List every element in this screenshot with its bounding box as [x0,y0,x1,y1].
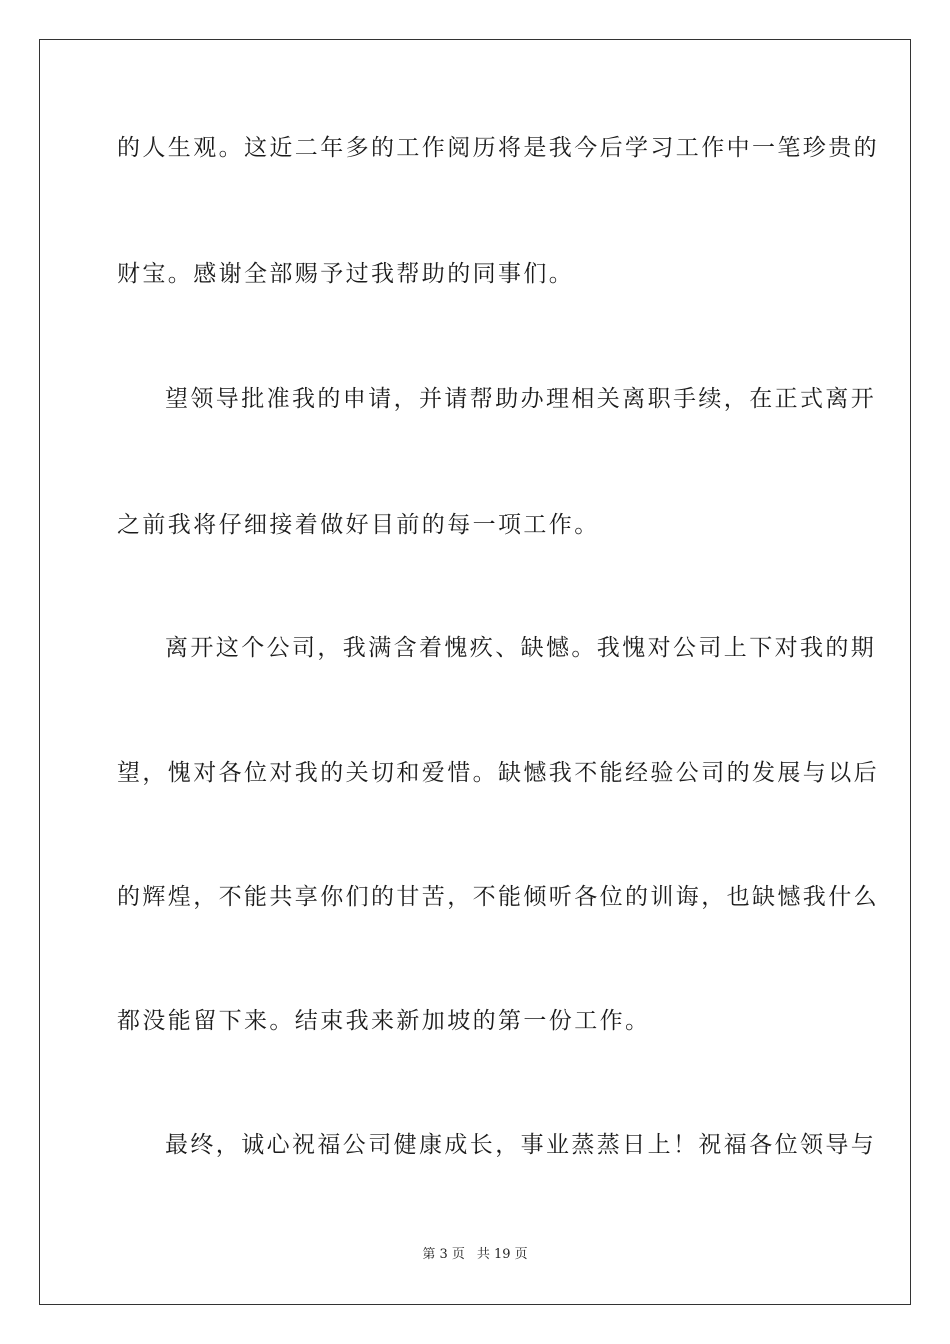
page-border [39,39,911,1305]
body-text-line: 之前我将仔细接着做好目前的每一项工作。 [117,512,600,538]
page-total: 共 19 页 [476,1247,528,1262]
body-text-line: 的辉煌，不能共享你们的甘苦，不能倾听各位的训诲，也缺憾我什么 [117,884,879,910]
page-footer [0,1246,950,1264]
body-text-line: 的人生观。这近二年多的工作阅历将是我今后学习工作中一笔珍贵的 [117,135,879,161]
body-text-line: 望，愧对各位对我的关切和爱惜。缺憾我不能经验公司的发展与以后 [117,760,879,786]
paragraph-first-line: 最终，诚心祝福公司健康成长，事业蒸蒸日上！祝福各位领导与 [165,1132,877,1158]
page-number: 第 3 页 [422,1247,465,1262]
body-text-line: 都没能留下来。结束我来新加坡的第一份工作。 [117,1008,651,1034]
body-text-line: 财宝。感谢全部赐予过我帮助的同事们。 [117,261,575,287]
paragraph-first-line: 望领导批准我的申请，并请帮助办理相关离职手续，在正式离开 [165,386,877,412]
paragraph-first-line: 离开这个公司，我满含着愧疚、缺憾。我愧对公司上下对我的期 [165,635,877,661]
